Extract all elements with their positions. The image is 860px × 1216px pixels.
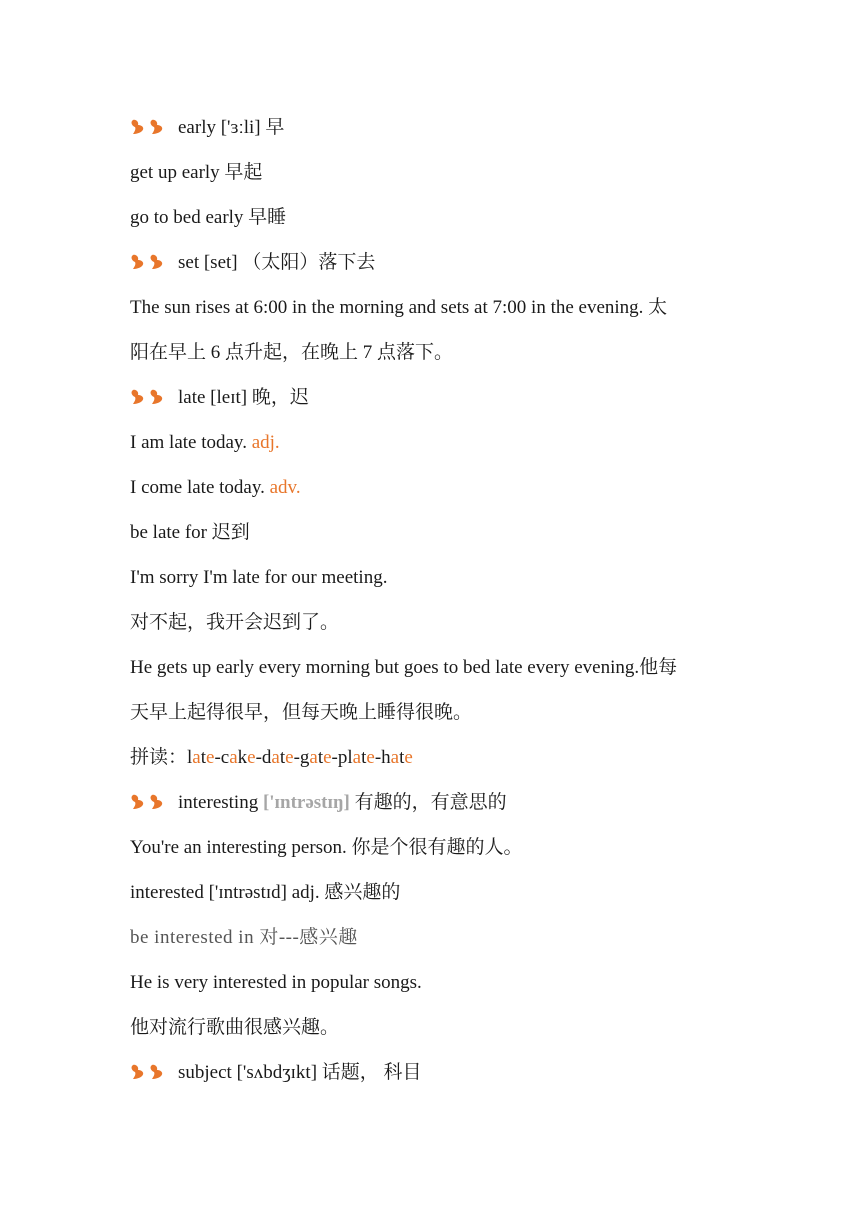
text-line xyxy=(130,341,453,365)
line-text: t xyxy=(399,747,405,768)
vocab-heading-line xyxy=(130,791,507,817)
highlight-text: e xyxy=(285,747,294,768)
highlight-text: adv. xyxy=(269,477,301,498)
line-text: early ['ɜːli] 早 xyxy=(178,117,285,138)
text-line xyxy=(130,881,400,905)
text-line xyxy=(130,476,301,500)
line-text: be late for 迟到 xyxy=(130,522,250,543)
line-text: -c xyxy=(214,747,230,768)
line-text: t xyxy=(200,747,206,768)
text-line xyxy=(130,701,472,725)
text-line xyxy=(130,566,387,590)
line-text: The sun rises at 6:00 in the morning and sets at 7:00 in the evening. 太 xyxy=(130,297,668,318)
highlight-text: e xyxy=(323,747,332,768)
text-line xyxy=(130,161,262,185)
text-line xyxy=(130,611,339,635)
line-text: 有趣的，有意思的 xyxy=(349,792,507,813)
line-text: 阳在早上 6 点升起，在晚上 7 点落下。 xyxy=(130,342,454,363)
highlight-text: e xyxy=(404,747,413,768)
phonetic-text: ['ɪntrəstɪŋ] xyxy=(262,792,350,813)
line-text: k xyxy=(237,747,248,768)
text-line xyxy=(130,746,413,770)
line-text: set [set] （太阳）落下去 xyxy=(178,252,376,273)
text-line xyxy=(130,836,523,860)
line-text: interested ['ɪntrəstɪd] adj. 感兴趣的 xyxy=(130,882,401,903)
line-text: be interested in 对---感兴趣 xyxy=(130,927,358,948)
line-text: t xyxy=(361,747,367,768)
heart-bullet-icon xyxy=(149,119,164,135)
line-text: -h xyxy=(374,747,391,768)
text-line xyxy=(130,296,667,320)
highlight-text: a xyxy=(229,747,238,768)
highlight-text: adj. xyxy=(251,432,280,453)
highlight-text: a xyxy=(352,747,362,768)
heart-bullet-icon xyxy=(130,794,145,810)
vocab-heading-line xyxy=(130,116,284,142)
heart-bullet-icon xyxy=(149,389,164,405)
line-text: 对不起，我开会迟到了。 xyxy=(130,612,340,633)
line-text: You're an interesting person. 你是个很有趣的人。 xyxy=(130,837,523,858)
line-text: -d xyxy=(255,747,272,768)
heart-bullet-icon xyxy=(149,254,164,270)
heart-bullet-icon xyxy=(149,1064,164,1080)
bullet-icons xyxy=(130,118,168,142)
text-line xyxy=(130,431,280,455)
heart-bullet-icon xyxy=(130,254,145,270)
line-text: subject ['sʌbdʒɪkt] 话题， 科目 xyxy=(178,1062,422,1083)
heart-bullet-icon xyxy=(149,794,164,810)
vocab-heading-line xyxy=(130,386,309,412)
heart-bullet-icon xyxy=(130,1064,145,1080)
line-text: I am late today. xyxy=(130,432,252,453)
heart-bullet-icon xyxy=(130,389,145,405)
line-text: late [leɪt] 晚，迟 xyxy=(178,387,309,408)
highlight-text: e xyxy=(206,747,215,768)
vocab-heading-line xyxy=(130,1061,422,1087)
text-line xyxy=(130,656,677,680)
line-text: He gets up early every morning but goes to bed late every evening.他每 xyxy=(130,657,678,678)
text-line xyxy=(130,1016,339,1040)
text-line xyxy=(130,521,250,545)
line-text: go to bed early 早睡 xyxy=(130,207,287,228)
line-text: -g xyxy=(293,747,310,768)
highlight-text: a xyxy=(309,747,318,768)
line-text: 拼读：l xyxy=(130,747,193,768)
bullet-icons xyxy=(130,793,168,817)
bullet-icons xyxy=(130,388,168,412)
line-text: interesting xyxy=(178,792,263,813)
line-text: 他对流行歌曲很感兴趣。 xyxy=(130,1017,340,1038)
highlight-text: e xyxy=(247,747,256,768)
highlight-text: a xyxy=(390,747,400,768)
line-text: He is very interested in popular songs. xyxy=(130,972,422,993)
line-text: t xyxy=(317,747,324,768)
text-line xyxy=(130,971,422,995)
line-text: t xyxy=(279,747,286,768)
highlight-text: a xyxy=(271,747,280,768)
bullet-icons xyxy=(130,1063,168,1087)
heart-bullet-icon xyxy=(130,119,145,135)
line-text: -pl xyxy=(331,747,353,768)
text-line xyxy=(130,926,358,950)
line-text: get up early 早起 xyxy=(130,162,263,183)
line-text: 天早上起得很早，但每天晚上睡得很晚。 xyxy=(130,702,473,723)
line-text: I'm sorry I'm late for our meeting. xyxy=(130,567,388,588)
vocab-heading-line xyxy=(130,251,375,277)
highlight-text: e xyxy=(366,747,375,768)
highlight-text: a xyxy=(192,747,201,768)
line-text: I come late today. xyxy=(130,477,270,498)
text-line xyxy=(130,206,286,230)
bullet-icons xyxy=(130,253,168,277)
